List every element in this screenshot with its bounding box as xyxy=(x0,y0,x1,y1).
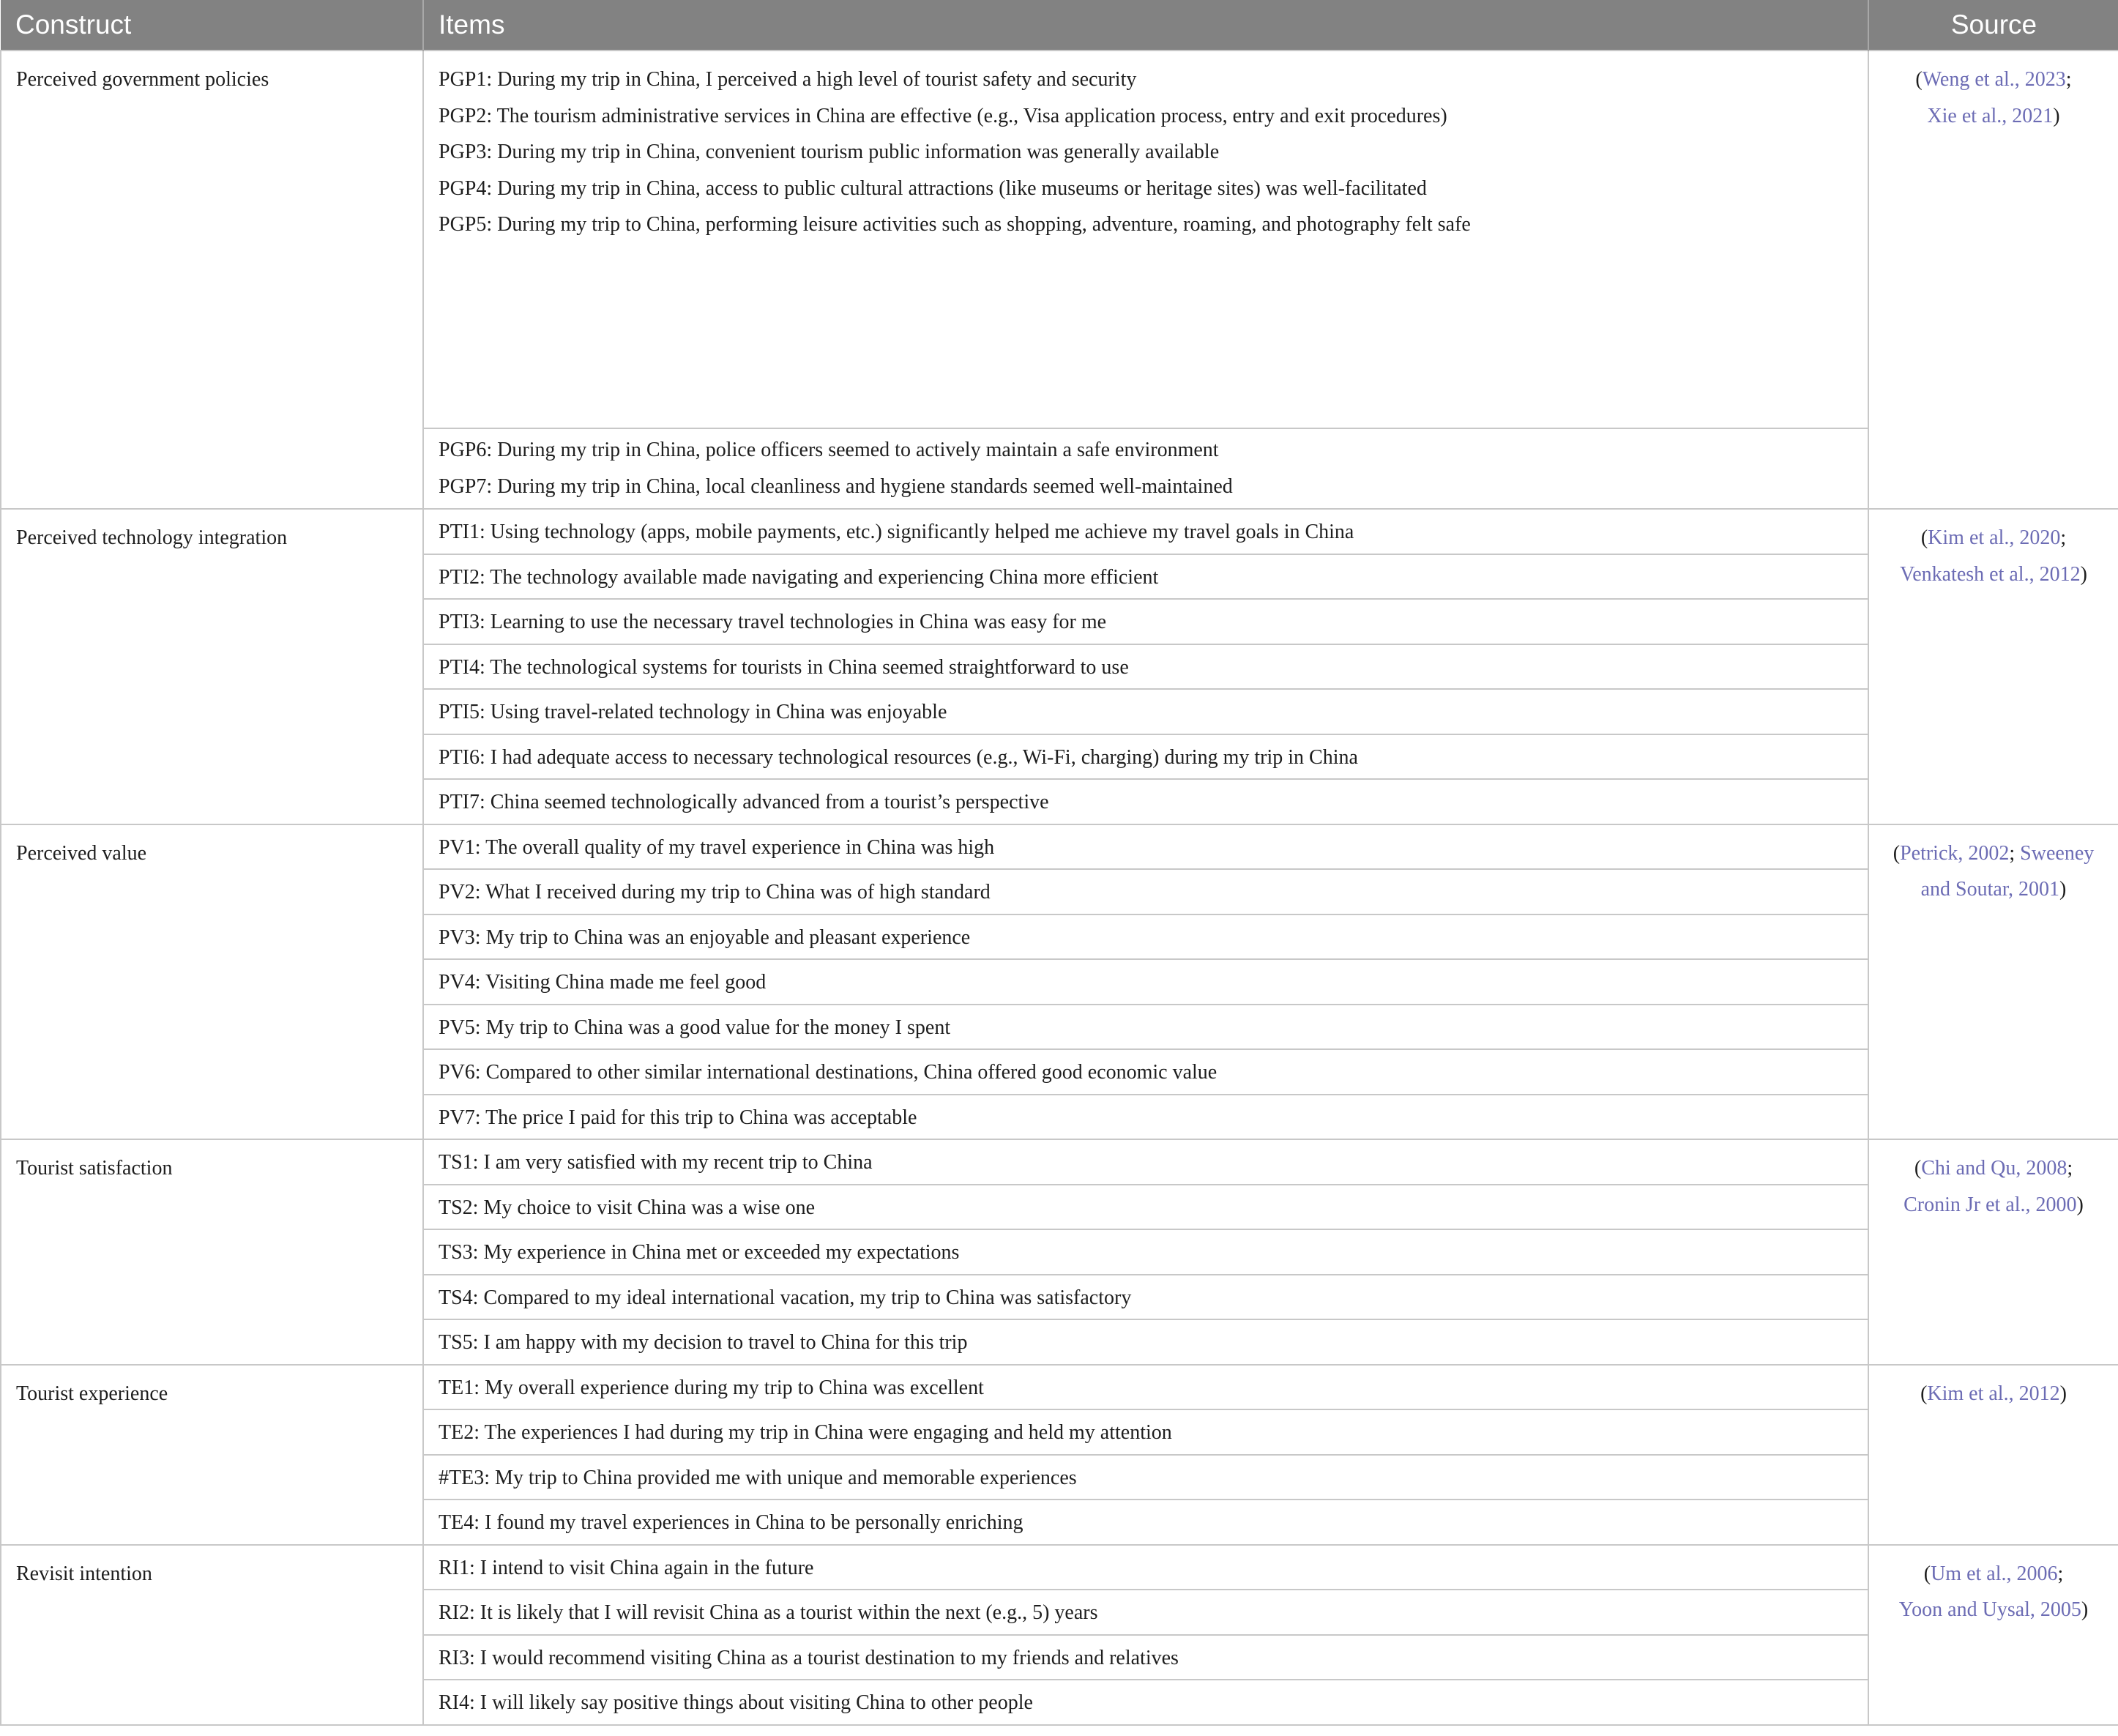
construct-cell: Perceived value xyxy=(1,824,423,1140)
citation-link[interactable]: Venkatesh et al., 2012 xyxy=(1900,562,2081,586)
table-row xyxy=(1,51,2118,428)
item-cell xyxy=(423,51,1868,428)
construct-cell: Tourist experience xyxy=(1,1365,423,1545)
item-cell: #TE3: My trip to China provided me with unique and memorable experiences xyxy=(423,1455,1868,1500)
item-cell: PV4: Visiting China made me feel good xyxy=(423,959,1868,1005)
item-cell: RI1: I intend to visit China again in the future xyxy=(423,1545,1868,1590)
item-cell: TE2: The experiences I had during my trip in China were engaging and held my attention xyxy=(423,1409,1868,1455)
item-cell: TS3: My experience in China met or exceeded my expectations xyxy=(423,1229,1868,1275)
table-row xyxy=(1,824,2118,870)
item-cell: PV6: Compared to other similar international destinations, China offered good economic value xyxy=(423,1049,1868,1095)
table-row xyxy=(1,1365,2118,1410)
source-column-header: Source xyxy=(1868,0,2118,51)
item-cell: PV2: What I received during my trip to China was of high standard xyxy=(423,869,1868,914)
item-cell: TE4: I found my travel experiences in China to be personally enriching xyxy=(423,1500,1868,1545)
citation-link[interactable]: Cronin Jr et al., 2000 xyxy=(1903,1193,2077,1216)
construct-cell: Perceived government policies xyxy=(1,51,423,509)
citation-link[interactable]: Yoon and Uysal, 2005 xyxy=(1898,1598,2081,1621)
citation-link[interactable]: Weng et al., 2023 xyxy=(1922,68,2066,91)
citation-link[interactable]: Um et al., 2006 xyxy=(1931,1562,2058,1585)
citation-link[interactable]: Kim et al., 2012 xyxy=(1927,1382,2060,1405)
source-cell: (Weng et al., 2023; Xie et al., 2021) xyxy=(1868,51,2118,509)
citation-link[interactable]: Chi and Qu, 2008 xyxy=(1921,1157,2067,1180)
item-text: PGP3: During my trip in China, convenient tourism public information was generally available xyxy=(439,141,1220,163)
source-cell: (Um et al., 2006; Yoon and Uysal, 2005) xyxy=(1868,1545,2118,1725)
item-cell: PTI6: I had adequate access to necessary technological resources (e.g., Wi-Fi, charging) during my trip in China xyxy=(423,734,1868,780)
item-cell: PTI1: Using technology (apps, mobile payments, etc.) significantly helped me achieve my travel goals in China xyxy=(423,509,1868,554)
table-row xyxy=(1,1139,2118,1185)
item-text: PGP5: During my trip to China, performing leisure activities such as shopping, adventure, roaming, and photography felt safe xyxy=(439,213,1471,236)
item-cell: TS1: I am very satisfied with my recent trip to China xyxy=(423,1139,1868,1185)
source-cell: (Kim et al., 2020; Venkatesh et al., 2012) xyxy=(1868,509,2118,824)
item-cell: TS5: I am happy with my decision to travel to China for this trip xyxy=(423,1319,1868,1365)
item-cell: RI3: I would recommend visiting China as a tourist destination to my friends and relatives xyxy=(423,1635,1868,1680)
item-cell: PTI4: The technological systems for tourists in China seemed straightforward to use xyxy=(423,644,1868,690)
table-row xyxy=(1,509,2118,554)
table-header-row xyxy=(1,0,2118,51)
citation-link[interactable]: Kim et al., 2020 xyxy=(1928,526,2061,549)
item-text: PGP4: During my trip in China, access to public cultural attractions (like museums or heritage sites) was well-facilitated xyxy=(439,176,1427,200)
item-text: PGP2: The tourism administrative services in China are effective (e.g., Visa application process, entry and exit procedures) xyxy=(439,104,1447,127)
citation-link[interactable]: Sweeney and Soutar, 2001 xyxy=(1920,841,2095,901)
item-cell: TS2: My choice to visit China was a wise one xyxy=(423,1185,1868,1230)
item-cell: PTI2: The technology available made navigating and experiencing China more efficient xyxy=(423,554,1868,600)
item-cell xyxy=(423,428,1868,509)
item-cell: PTI3: Learning to use the necessary travel technologies in China was easy for me xyxy=(423,599,1868,644)
item-cell: PV3: My trip to China was an enjoyable and pleasant experience xyxy=(423,914,1868,960)
construct-cell: Revisit intention xyxy=(1,1545,423,1725)
item-text: PGP1: During my trip in China, I perceived a high level of tourist safety and security xyxy=(439,68,1137,91)
source-cell: (Kim et al., 2012) xyxy=(1868,1365,2118,1545)
item-cell: PTI7: China seemed technologically advanced from a tourist’s perspective xyxy=(423,779,1868,824)
items-column-header: Items xyxy=(423,0,1868,51)
item-cell: PTI5: Using travel-related technology in China was enjoyable xyxy=(423,689,1868,734)
item-cell: RI4: I will likely say positive things about visiting China to other people xyxy=(423,1680,1868,1725)
item-cell: PV1: The overall quality of my travel experience in China was high xyxy=(423,824,1868,870)
item-text: PGP6: During my trip in China, police officers seemed to actively maintain a safe environment xyxy=(439,439,1219,461)
item-cell: PV5: My trip to China was a good value for the money I spent xyxy=(423,1005,1868,1050)
item-cell: TS4: Compared to my ideal international vacation, my trip to China was satisfactory xyxy=(423,1275,1868,1320)
table-row xyxy=(1,1545,2118,1590)
item-cell: TE1: My overall experience during my trip to China was excellent xyxy=(423,1365,1868,1410)
citation-link[interactable]: Petrick, 2002 xyxy=(1900,841,2010,865)
item-text: PGP7: During my trip in China, local cleanliness and hygiene standards seemed well-maintained xyxy=(439,474,1233,498)
source-cell: (Chi and Qu, 2008; Cronin Jr et al., 2000) xyxy=(1868,1139,2118,1365)
construct-cell: Tourist satisfaction xyxy=(1,1139,423,1365)
construct-column-header: Construct xyxy=(1,0,423,51)
construct-cell: Perceived technology integration xyxy=(1,509,423,824)
source-cell: (Petrick, 2002; Sweeney and Soutar, 2001) xyxy=(1868,824,2118,1140)
item-cell: RI2: It is likely that I will revisit China as a tourist within the next (e.g., 5) years xyxy=(423,1590,1868,1635)
citation-link[interactable]: Xie et al., 2021 xyxy=(1927,104,2054,127)
item-cell: PV7: The price I paid for this trip to China was acceptable xyxy=(423,1095,1868,1140)
